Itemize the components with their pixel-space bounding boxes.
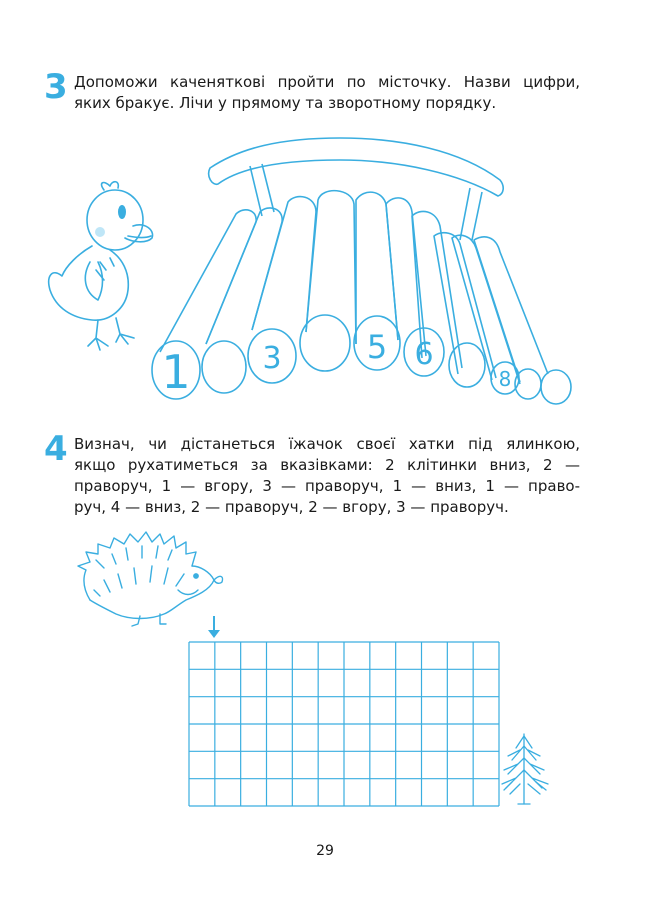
duckling-icon: [49, 182, 153, 350]
log-number-5: 5: [366, 328, 388, 366]
task-4-text: [74, 434, 580, 518]
task-3-line-2: яких бракує. Лічи у прямому та зворотному порядку.: [74, 94, 497, 112]
page-number: 29: [316, 843, 334, 859]
task-3-line-1: Допоможи каченяткові пройти по місточку. Назви цифри,: [74, 73, 580, 91]
task-4-line-1: Визнач, чи дістанеться їжачок своєї хатки під ялинкою,: [74, 435, 580, 453]
task-4-line-3: праворуч, 1 — вгору, 3 — праворуч, 1 — вниз, 1 — право-: [74, 477, 580, 495]
log-number-6: 6: [414, 337, 434, 372]
arrow-down-icon: [208, 616, 220, 638]
movement-grid: [189, 642, 499, 806]
bridge-icon: [152, 138, 571, 404]
log-number-8: 8: [498, 367, 512, 391]
task-3-number: 3: [44, 67, 68, 107]
hedgehog-icon: [78, 532, 223, 626]
task-4-line-2: якщо рухатиметься за вказівками: 2 клітинки вниз, 2 —: [74, 456, 580, 474]
task-4-line-4: руч, 4 — вниз, 2 — праворуч, 2 — вгору, 3 — праворуч.: [74, 498, 509, 516]
log-number-1: 1: [161, 345, 191, 399]
log-number-3: 3: [262, 341, 282, 376]
fir-tree-icon: [502, 734, 548, 804]
task-4-number: 4: [44, 429, 68, 469]
